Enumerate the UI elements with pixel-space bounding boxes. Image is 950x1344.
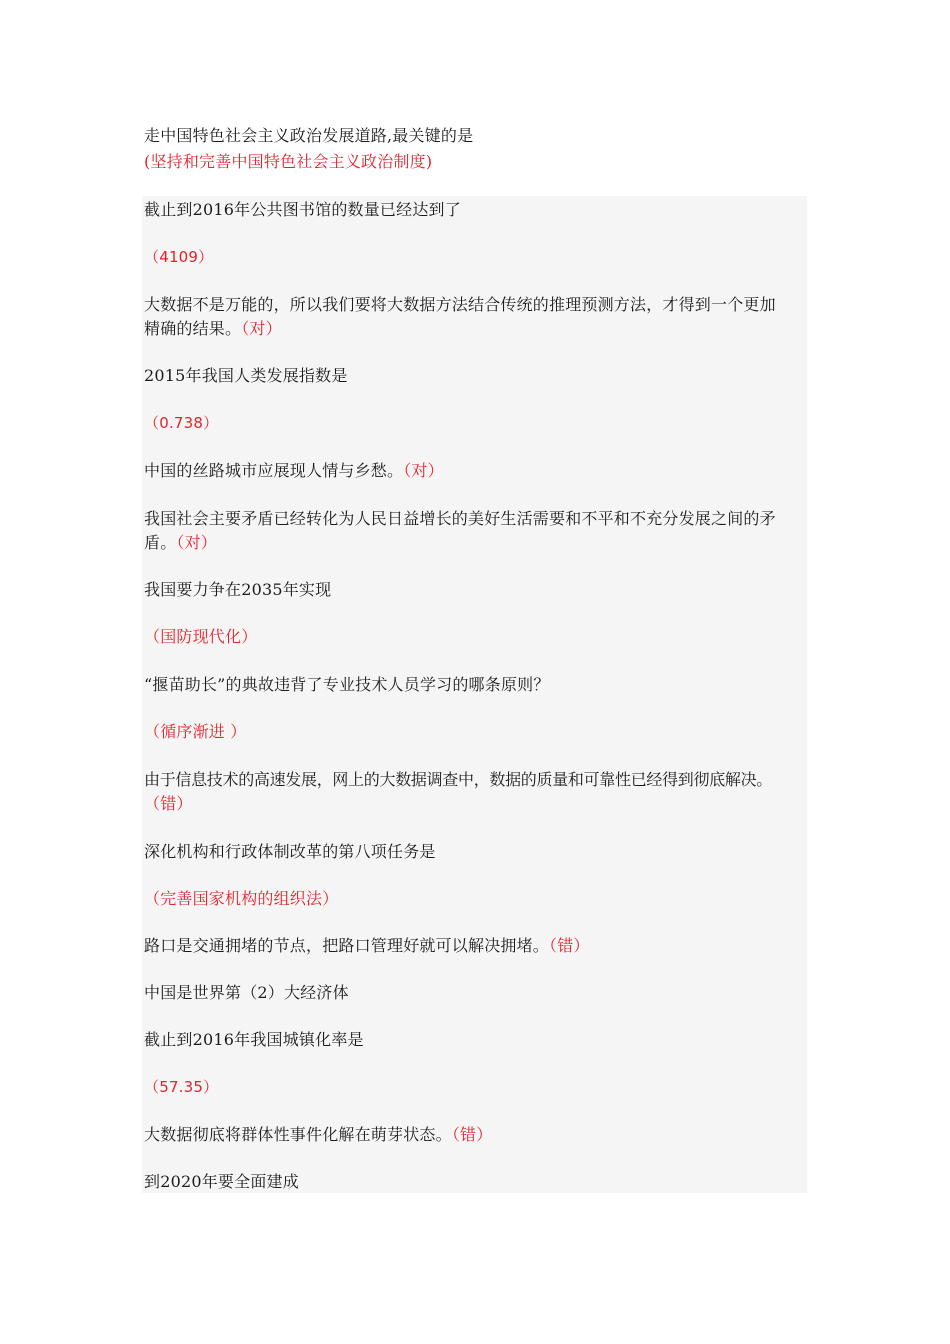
question-text: 大数据彻底将群体性事件化解在萌芽状态。 bbox=[144, 1125, 452, 1144]
question-text: 到2020年要全面建成 bbox=[144, 1172, 299, 1191]
question-text-row bbox=[144, 1123, 492, 1147]
answer-text: （错） bbox=[144, 794, 193, 813]
question-text: 深化机构和行政体制改革的第八项任务是 bbox=[144, 842, 436, 861]
question-text: 2015年我国人类发展指数是 bbox=[144, 366, 348, 385]
question-text: 盾。 bbox=[144, 533, 177, 552]
question-text-row bbox=[144, 934, 590, 958]
answer-text: （错） bbox=[549, 936, 590, 955]
question-text: 精确的结果。 bbox=[144, 319, 242, 338]
question-text: “揠苗助长”的典故违背了专业技术人员学习的哪条原则？ bbox=[144, 675, 550, 694]
question-text-cont bbox=[144, 317, 282, 341]
answer-text: （国防现代化） bbox=[144, 627, 258, 646]
answer-text: （对） bbox=[176, 533, 218, 552]
answer-text: （对） bbox=[403, 461, 444, 480]
question-text: 截止到2016年我国城镇化率是 bbox=[144, 1030, 364, 1049]
question-text-row bbox=[144, 459, 444, 483]
question-text-cont bbox=[144, 531, 217, 555]
question-text: 走中国特色社会主义政治发展道路,最关键的是 bbox=[144, 126, 474, 145]
question-text: 大数据不是万能的，所以我们要将大数据方法结合传统的推理预测方法，才得到一个更加 bbox=[144, 295, 776, 314]
answer-text: （0.738） bbox=[144, 414, 219, 432]
answer-text: （错） bbox=[451, 1125, 493, 1144]
question-text: 我国要力争在2035年实现 bbox=[144, 580, 332, 599]
answer-text: （4109） bbox=[144, 248, 214, 266]
answer-text: (坚持和完善中国特色社会主义政治制度) bbox=[144, 152, 433, 171]
question-text: 中国是世界第（2）大经济体 bbox=[144, 983, 349, 1002]
answer-text: （57.35） bbox=[144, 1078, 219, 1096]
question-text: 由于信息技术的高速发展，网上的大数据调查中，数据的质量和可靠性已经得到彻底解决。 bbox=[144, 770, 773, 789]
answer-text: （完善国家机构的组织法） bbox=[144, 889, 339, 908]
question-text: 我国社会主要矛盾已经转化为人民日益增长的美好生活需要和不平和不充分发展之间的矛 bbox=[144, 509, 776, 528]
question-text: 截止到2016年公共图书馆的数量已经达到了 bbox=[144, 200, 461, 219]
question-text: 路口是交通拥堵的节点，把路口管理好就可以解决拥堵。 bbox=[144, 936, 550, 955]
answer-text: （对） bbox=[241, 319, 282, 338]
question-text: 中国的丝路城市应展现人情与乡愁。 bbox=[144, 461, 404, 480]
answer-text: （循序渐进 ） bbox=[144, 722, 247, 741]
